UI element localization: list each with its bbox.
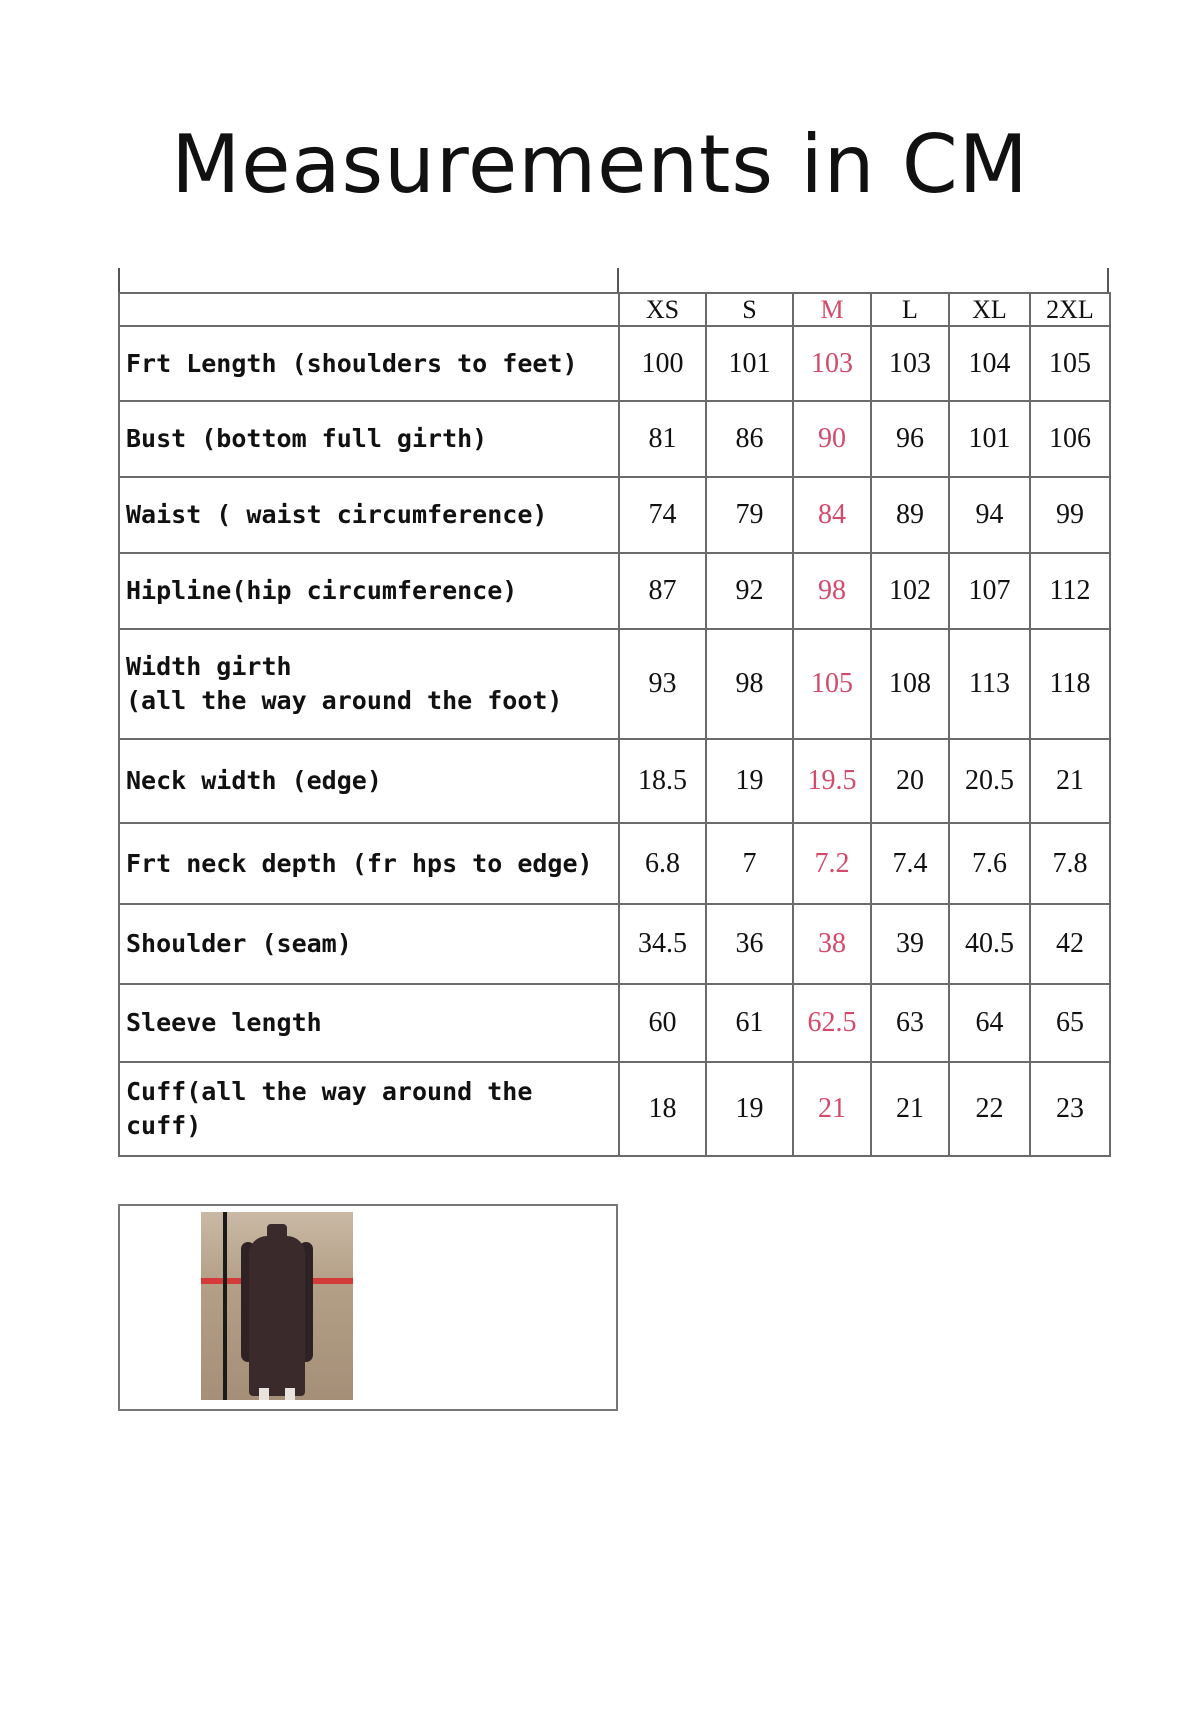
size-value-s: 19 [706, 1062, 793, 1156]
size-value-m: 105 [793, 629, 871, 739]
size-value-xs: 18 [619, 1062, 706, 1156]
size-header-l: L [871, 293, 949, 326]
measurement-label: Waist ( waist circumference) [119, 477, 619, 553]
dress-photo [201, 1212, 353, 1400]
size-value-m: 98 [793, 553, 871, 629]
table-row [119, 904, 1110, 984]
size-header-2xl: 2XL [1030, 293, 1110, 326]
table-row [119, 739, 1110, 823]
size-value-l: 96 [871, 401, 949, 477]
size-value-2xl: 118 [1030, 629, 1110, 739]
size-value-l: 39 [871, 904, 949, 984]
size-value-s: 79 [706, 477, 793, 553]
table-row [119, 984, 1110, 1062]
size-value-2xl: 42 [1030, 904, 1110, 984]
table-row [119, 629, 1110, 739]
size-value-2xl: 23 [1030, 1062, 1110, 1156]
size-value-xs: 87 [619, 553, 706, 629]
measurement-label: Bust (bottom full girth) [119, 401, 619, 477]
measurement-label: Shoulder (seam) [119, 904, 619, 984]
mannequin-stand [223, 1212, 227, 1400]
size-value-2xl: 105 [1030, 326, 1110, 401]
measurement-label: Hipline(hip circumference) [119, 553, 619, 629]
size-value-xs: 34.5 [619, 904, 706, 984]
table-row [119, 823, 1110, 904]
size-value-xs: 74 [619, 477, 706, 553]
measurement-label: Frt Length (shoulders to feet) [119, 326, 619, 401]
size-value-s: 7 [706, 823, 793, 904]
size-value-xs: 60 [619, 984, 706, 1062]
table-row [119, 401, 1110, 477]
size-header-s: S [706, 293, 793, 326]
size-value-xl: 64 [949, 984, 1030, 1062]
size-value-s: 101 [706, 326, 793, 401]
size-value-l: 108 [871, 629, 949, 739]
table-row [119, 553, 1110, 629]
size-value-m: 7.2 [793, 823, 871, 904]
header-row [119, 293, 1110, 326]
measurement-label: Cuff(all the way around the cuff) [119, 1062, 619, 1156]
size-value-s: 98 [706, 629, 793, 739]
size-value-s: 19 [706, 739, 793, 823]
size-value-l: 63 [871, 984, 949, 1062]
size-value-2xl: 65 [1030, 984, 1110, 1062]
table-top-divider [617, 268, 619, 294]
size-value-xl: 113 [949, 629, 1030, 739]
size-value-m: 21 [793, 1062, 871, 1156]
size-value-l: 103 [871, 326, 949, 401]
table-top-left-edge [118, 268, 120, 294]
size-value-l: 20 [871, 739, 949, 823]
size-value-xs: 6.8 [619, 823, 706, 904]
size-value-m: 38 [793, 904, 871, 984]
mannequin-leg [285, 1388, 295, 1400]
size-value-xs: 81 [619, 401, 706, 477]
size-value-xl: 104 [949, 326, 1030, 401]
size-header-xs: XS [619, 293, 706, 326]
table-row [119, 1062, 1110, 1156]
page-title: Measurements in CM [171, 118, 1029, 211]
size-value-2xl: 106 [1030, 401, 1110, 477]
photo-backdrop-stripe [313, 1278, 353, 1284]
photo-backdrop-stripe [201, 1278, 241, 1284]
size-value-m: 62.5 [793, 984, 871, 1062]
size-value-s: 61 [706, 984, 793, 1062]
size-value-xl: 107 [949, 553, 1030, 629]
size-value-xl: 22 [949, 1062, 1030, 1156]
mannequin-leg [259, 1388, 269, 1400]
header-corner-cell [119, 293, 619, 326]
size-value-xl: 40.5 [949, 904, 1030, 984]
size-value-xl: 94 [949, 477, 1030, 553]
size-value-l: 102 [871, 553, 949, 629]
measurement-label: Frt neck depth (fr hps to edge) [119, 823, 619, 904]
size-value-m: 103 [793, 326, 871, 401]
size-value-m: 19.5 [793, 739, 871, 823]
measurement-label: Neck width (edge) [119, 739, 619, 823]
size-value-s: 92 [706, 553, 793, 629]
product-photo-frame [118, 1204, 618, 1411]
size-value-2xl: 112 [1030, 553, 1110, 629]
measurement-label: Sleeve length [119, 984, 619, 1062]
size-value-2xl: 7.8 [1030, 823, 1110, 904]
size-value-xs: 18.5 [619, 739, 706, 823]
size-value-xl: 20.5 [949, 739, 1030, 823]
size-value-s: 36 [706, 904, 793, 984]
size-value-xl: 7.6 [949, 823, 1030, 904]
table-top-right-edge [1107, 268, 1109, 294]
size-value-2xl: 21 [1030, 739, 1110, 823]
size-value-s: 86 [706, 401, 793, 477]
table-row [119, 477, 1110, 553]
size-header-m: M [793, 293, 871, 326]
size-value-m: 90 [793, 401, 871, 477]
size-value-xs: 100 [619, 326, 706, 401]
size-chart-table [118, 292, 1111, 1157]
table-row [119, 326, 1110, 401]
dress-body [249, 1236, 305, 1396]
size-value-l: 89 [871, 477, 949, 553]
size-value-xl: 101 [949, 401, 1030, 477]
size-value-l: 7.4 [871, 823, 949, 904]
size-value-xs: 93 [619, 629, 706, 739]
size-header-xl: XL [949, 293, 1030, 326]
size-value-2xl: 99 [1030, 477, 1110, 553]
size-value-l: 21 [871, 1062, 949, 1156]
size-value-m: 84 [793, 477, 871, 553]
measurement-label: Width girth (all the way around the foot) [119, 629, 619, 739]
